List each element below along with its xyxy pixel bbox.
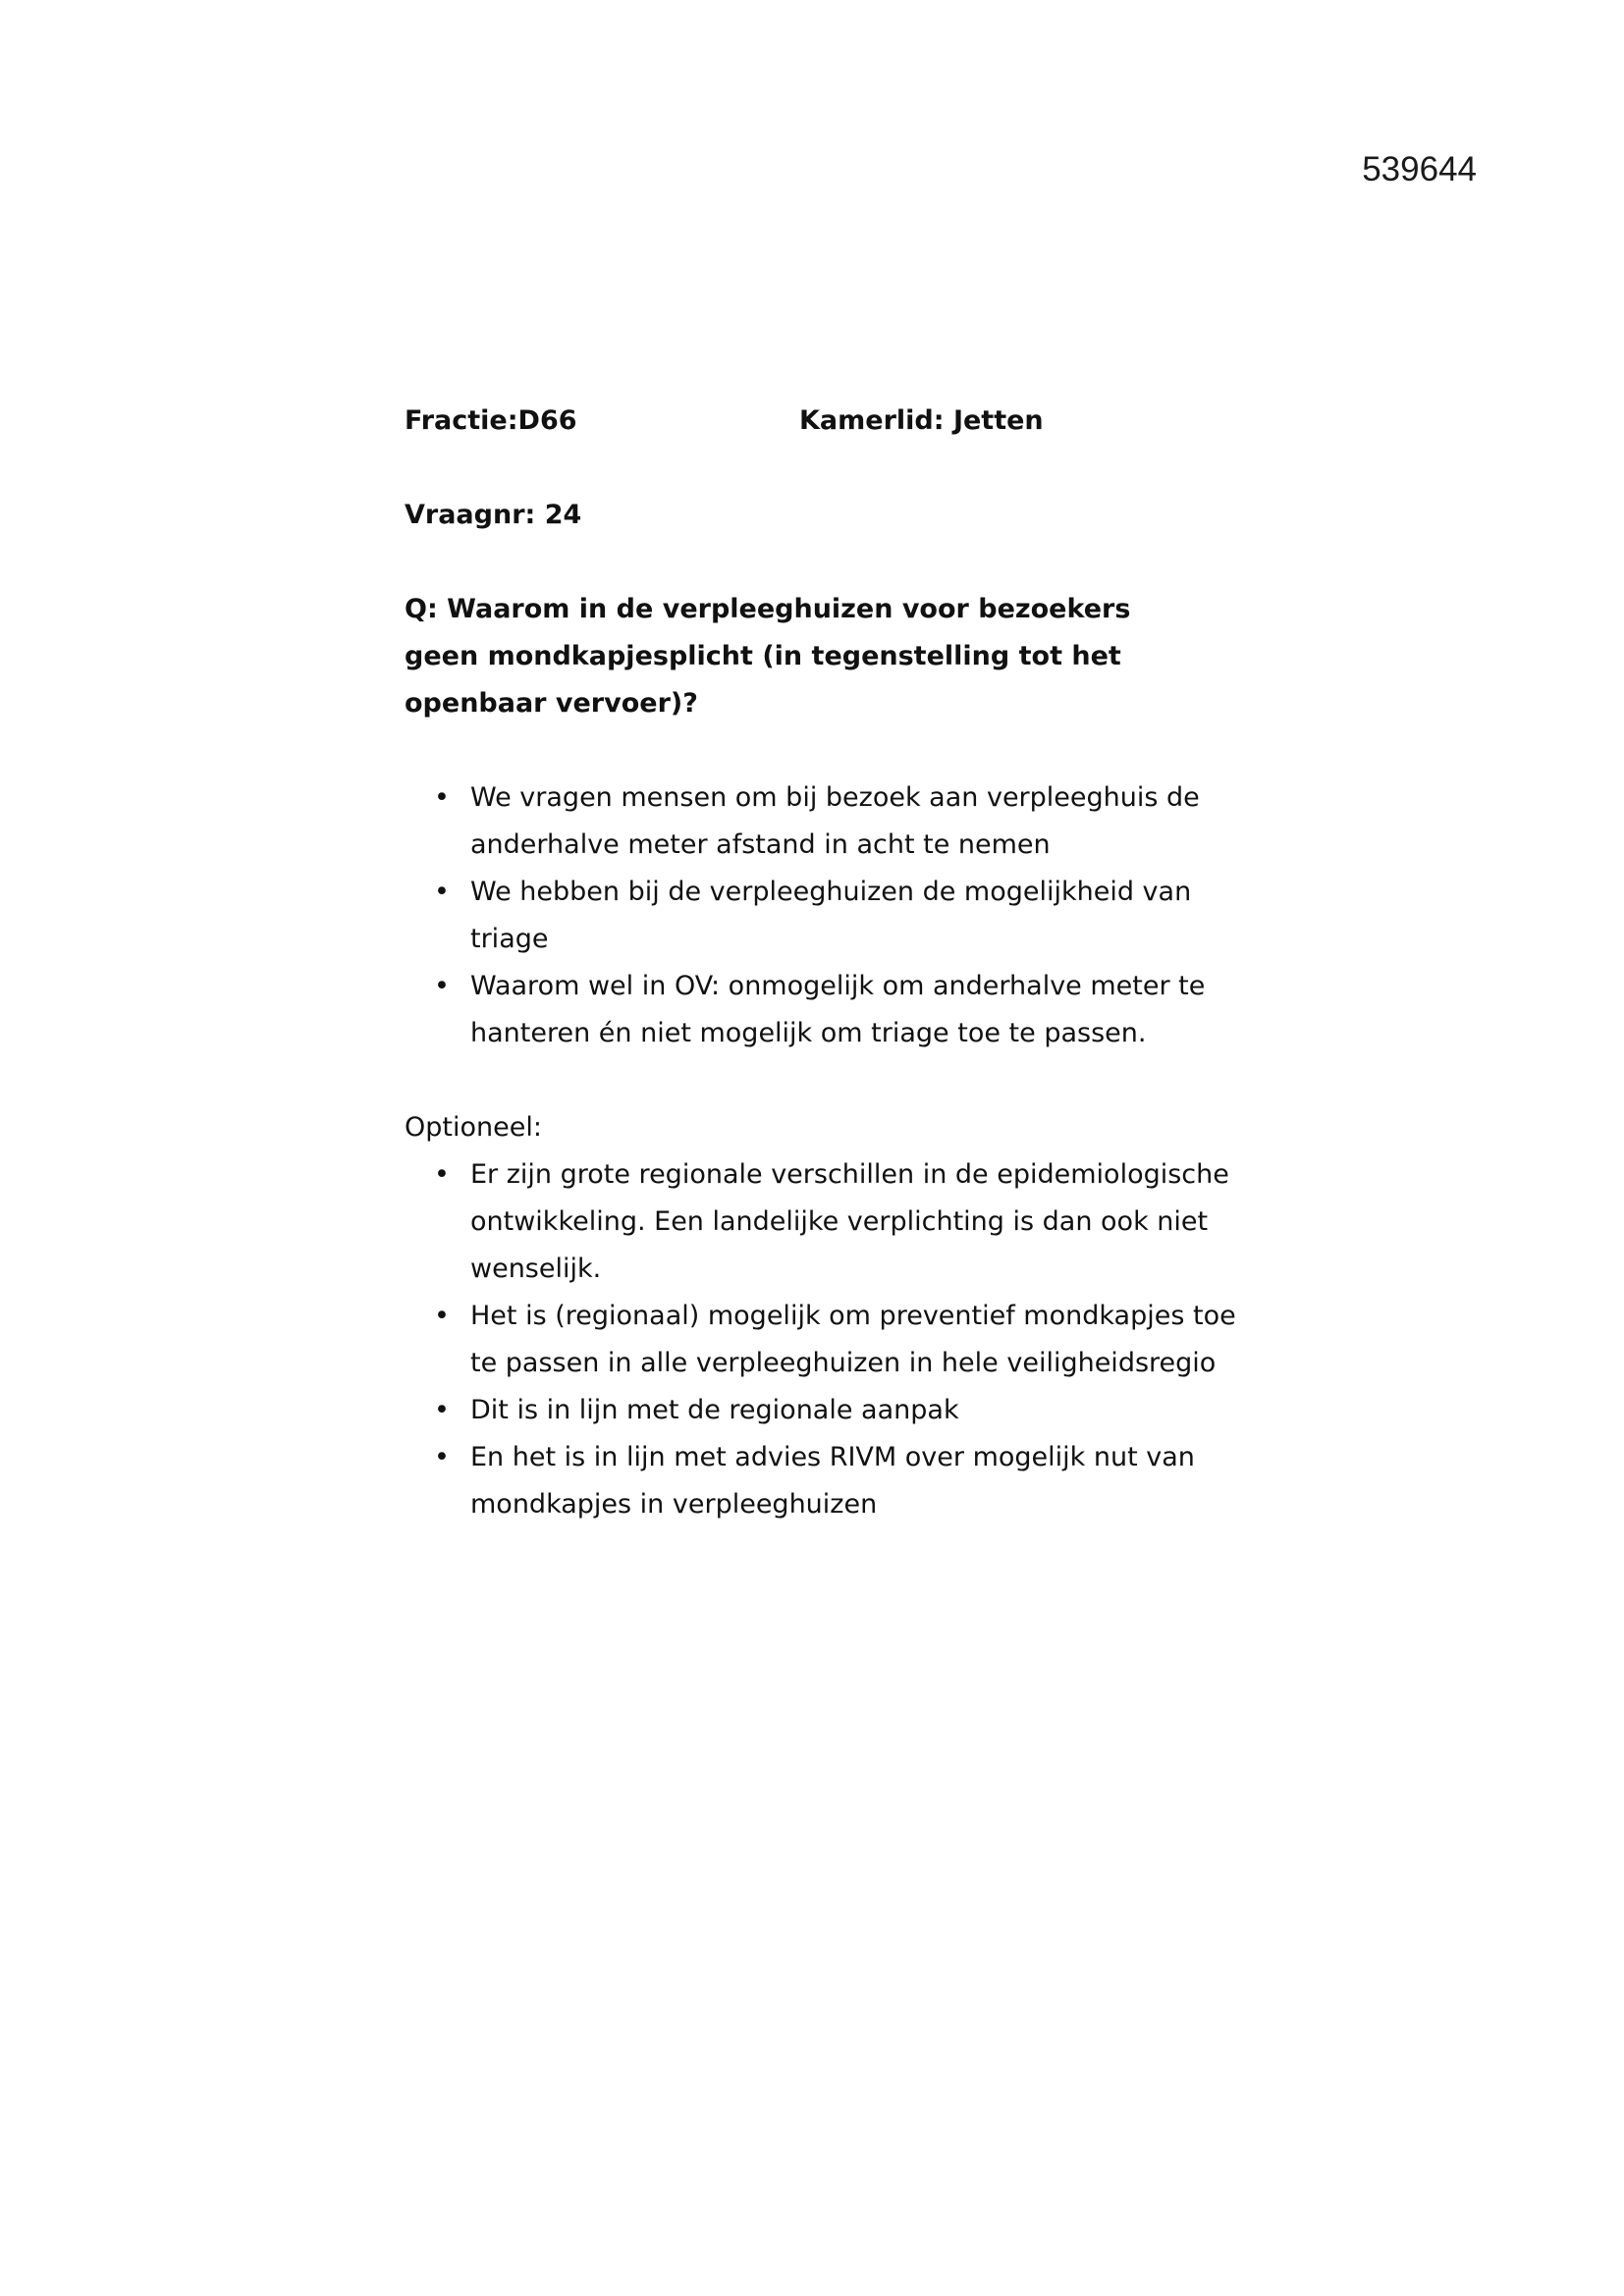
optional-list	[405, 1151, 1249, 1528]
answer-item: • We hebben bij de verpleeghuizen de mogelijkheid van triage	[405, 869, 1249, 963]
optional-item: • Dit is in lijn met de regionale aanpak	[405, 1387, 1249, 1434]
kamerlid-label: Kamerlid: Jetten	[799, 405, 1044, 436]
answer-item: • Waarom wel in OV: onmogelijk om anderhalve meter te hanteren én niet mogelijk om triage toe te passen.	[405, 963, 1249, 1057]
meta-row	[405, 398, 1249, 445]
optional-label: Optioneel:	[405, 1112, 542, 1143]
optional-item: • Er zijn grote regionale verschillen in de epidemiologische ontwikkeling. Een landelijke verplichting is dan ook niet wenselijk.	[405, 1151, 1249, 1293]
fractie-label: Fractie:D66	[405, 405, 577, 436]
document-body	[405, 398, 1249, 1528]
optional-item: • Het is (regionaal) mogelijk om preventief mondkapjes toe te passen in alle verpleeghuizen in hele veiligheidsregio	[405, 1293, 1249, 1387]
answer-list	[405, 774, 1249, 1057]
answer-item: • We vragen mensen om bij bezoek aan verpleeghuis de anderhalve meter afstand in acht te nemen	[405, 774, 1249, 869]
optional-item: • En het is in lijn met advies RIVM over mogelijk nut van mondkapjes in verpleeghuizen	[405, 1434, 1249, 1528]
question-text: Q: Waarom in de verpleeghuizen voor bezoekers geen mondkapjesplicht (in tegenstelling tot het openbaar vervoer)?	[405, 594, 1131, 719]
question-number: Vraagnr: 24	[405, 500, 582, 530]
document-number: 539644	[1362, 150, 1477, 188]
